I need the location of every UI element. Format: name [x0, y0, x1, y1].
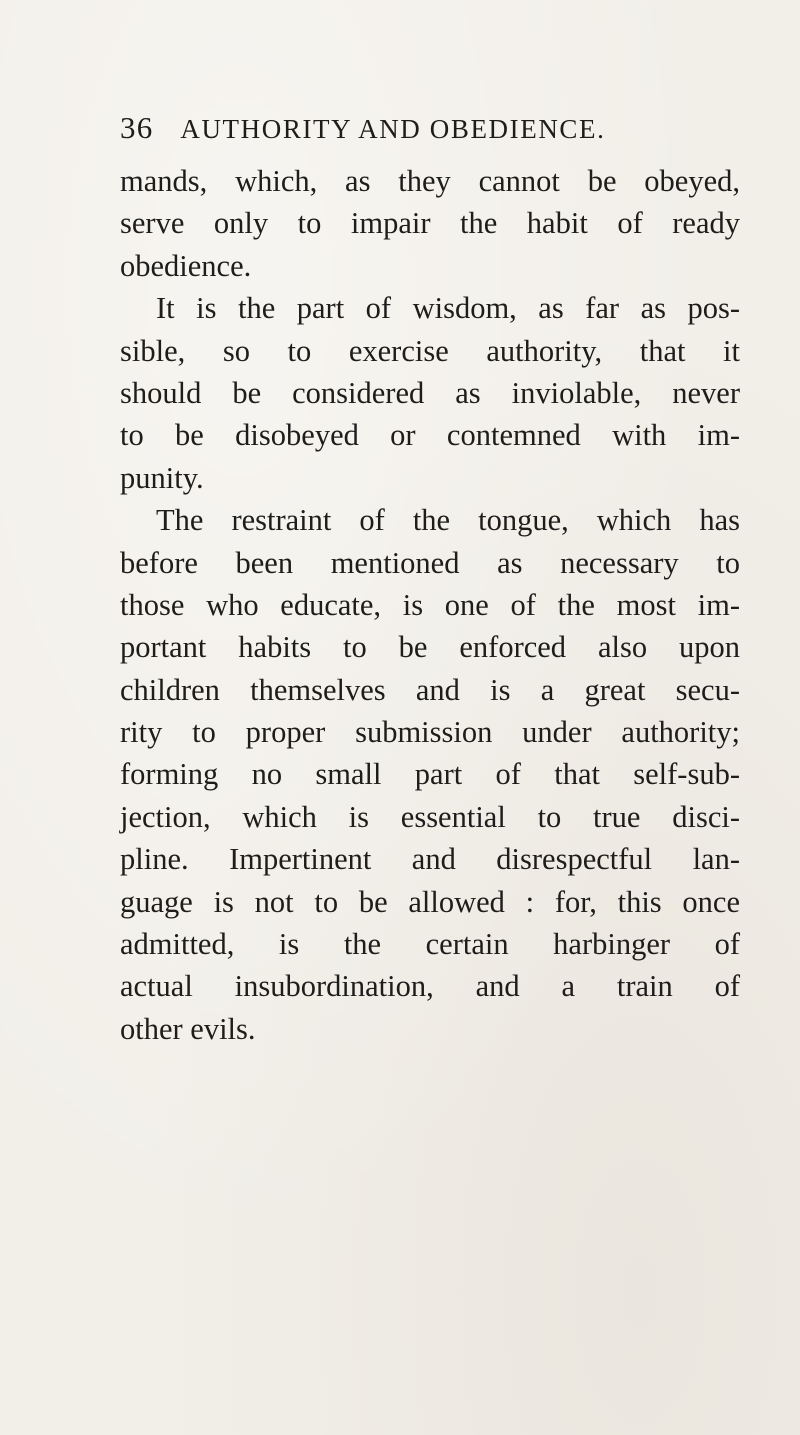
text-line: those who educate, is one of the most im-	[120, 587, 740, 622]
text-line: obedience.	[120, 248, 252, 283]
text-line: children themselves and is a great secu-	[120, 672, 740, 707]
text-line: portant habits to be enforced also upon	[120, 630, 740, 665]
text-line: rity to proper submission under authority;	[120, 715, 740, 750]
text-line: serve only to impair the habit of ready	[120, 206, 740, 241]
text-line: actual insubordination, and a train of	[120, 969, 740, 1004]
text-line: mands, which, as they cannot be obeyed,	[120, 164, 740, 198]
text-line: It is the part of wisdom, as far as pos-	[156, 291, 740, 326]
text-line: admitted, is the certain harbinger of	[120, 927, 740, 962]
text-line: The restraint of the tongue, which has	[156, 503, 740, 538]
text-line: forming no small part of that self-sub-	[120, 757, 740, 792]
text-line: to be disobeyed or contemned with im-	[120, 418, 740, 453]
text-line: guage is not to be allowed : for, this once	[120, 884, 740, 919]
text-line: should be considered as inviolable, never	[120, 375, 740, 410]
text-line: before been mentioned as necessary to	[120, 545, 740, 580]
text-line: jection, which is essential to true disci-	[120, 799, 740, 834]
body-text	[120, 160, 740, 1050]
running-head	[120, 110, 720, 150]
text-line: punity.	[120, 460, 204, 495]
text-line: other evils.	[120, 1011, 256, 1046]
text-line: pline. Impertinent and disrespectful lan-	[120, 842, 740, 877]
running-head-title: AUTHORITY AND OBEDIENCE.	[180, 114, 606, 144]
text-line: sible, so to exercise authority, that it	[120, 333, 740, 368]
page-number: 36	[120, 110, 154, 145]
